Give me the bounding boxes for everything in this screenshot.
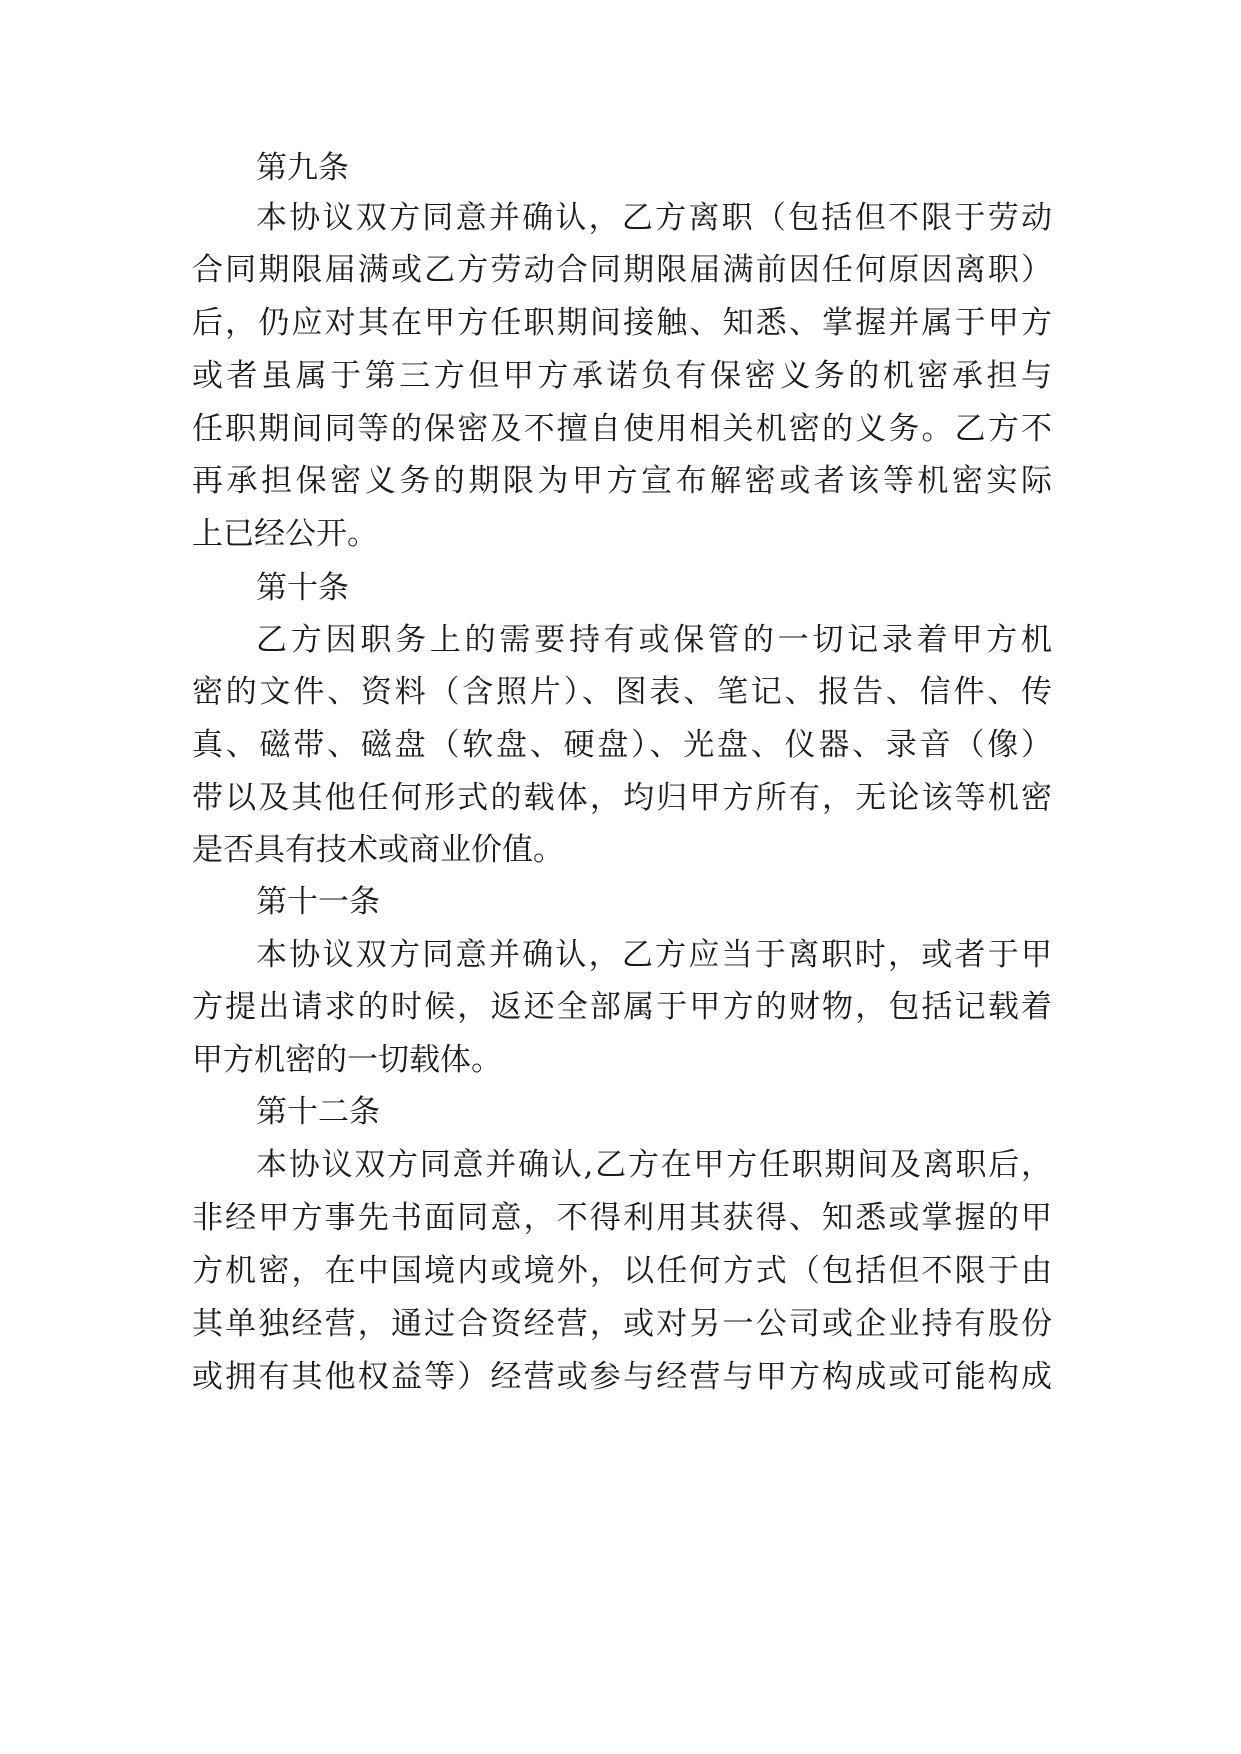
- paragraph-line: 其单独经营，通过合资经营，或对另一公司或企业持有股份: [192, 1306, 1052, 1342]
- paragraph-line: 方机密，在中国境内或境外，以任何方式（包括但不限于由: [192, 1253, 1052, 1289]
- paragraph-line: 本协议双方同意并确认，乙方离职（包括但不限于劳动: [256, 200, 1052, 236]
- paragraph-line: 密的文件、资料（含照片）、图表、笔记、报告、信件、传: [192, 674, 1052, 710]
- paragraph-line: 后，仍应对其在甲方任职期间接触、知悉、掌握并属于甲方: [192, 305, 1052, 341]
- paragraph-line: 非经甲方事先书面同意，不得利用其获得、知悉或掌握的甲: [192, 1200, 1052, 1236]
- article-heading: 第十条: [256, 570, 349, 606]
- paragraph-line: 是否具有技术或商业价值。: [192, 832, 564, 868]
- paragraph-line: 甲方机密的一切载体。: [192, 1042, 502, 1078]
- article-heading: 第十二条: [256, 1094, 380, 1130]
- article-heading: 第十一条: [256, 884, 380, 920]
- paragraph-line: 乙方因职务上的需要持有或保管的一切记录着甲方机: [256, 622, 1052, 658]
- paragraph-line: 本协议双方同意并确认,乙方在甲方任职期间及离职后，: [256, 1147, 1052, 1183]
- paragraph-line: 或者虽属于第三方但甲方承诺负有保密义务的机密承担与: [192, 358, 1052, 394]
- paragraph-line: 再承担保密义务的期限为甲方宣布解密或者该等机密实际: [192, 463, 1052, 499]
- paragraph-line: 合同期限届满或乙方劳动合同期限届满前因任何原因离职）: [192, 252, 1052, 288]
- paragraph-line: 带以及其他任何形式的载体，均归甲方所有，无论该等机密: [192, 780, 1052, 816]
- paragraph-line: 方提出请求的时候，返还全部属于甲方的财物，包括记载着: [192, 989, 1052, 1025]
- paragraph-line: 或拥有其他权益等）经营或参与经营与甲方构成或可能构成: [192, 1359, 1052, 1395]
- article-heading: 第九条: [256, 150, 349, 186]
- paragraph-line: 上已经公开。: [192, 516, 378, 552]
- paragraph-line: 任职期间同等的保密及不擅自使用相关机密的义务。乙方不: [192, 411, 1052, 447]
- paragraph-line: 真、磁带、磁盘（软盘、硬盘）、光盘、仪器、录音（像）: [192, 727, 1052, 763]
- paragraph-line: 本协议双方同意并确认，乙方应当于离职时，或者于甲: [256, 937, 1052, 973]
